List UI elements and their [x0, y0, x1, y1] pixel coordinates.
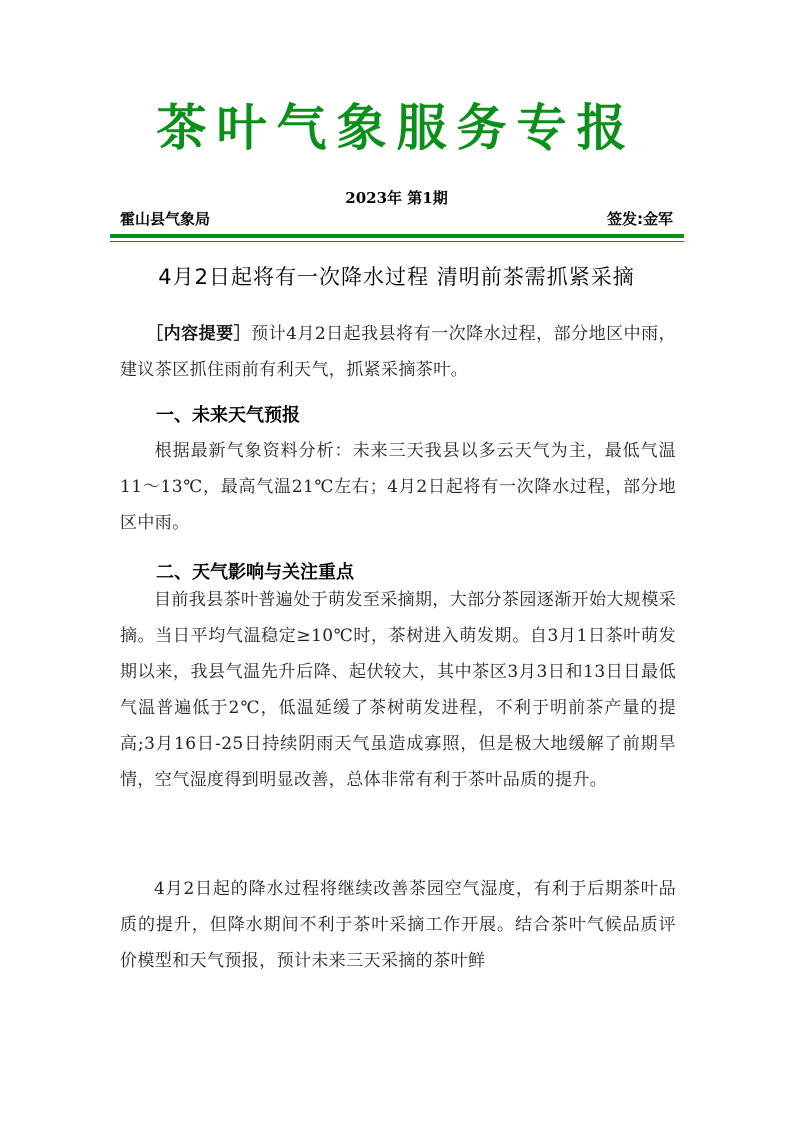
issuing-organization: 霍山县气象局 [120, 210, 211, 228]
impact-paragraph [120, 582, 676, 798]
forecast-paragraph [120, 433, 676, 541]
issue-number: 2023年 第1期 [345, 189, 448, 207]
impact-text-2: 4月2日起的降水过程将继续改善茶园空气湿度，有利于后期茶叶品质的提升，但降水期间不利于茶叶采摘工作开展。结合茶叶气候品质评价模型和天气预报，预计未来三天采摘的茶叶鲜 [120, 879, 676, 971]
section-title-forecast: 一、未来天气预报 [156, 405, 300, 426]
header-divider-thin [110, 241, 684, 242]
signer: 签发:金军 [607, 210, 673, 228]
impact-paragraph-2 [120, 871, 676, 979]
summary-label: ［内容提要］ [146, 324, 252, 344]
summary-paragraph [120, 316, 676, 388]
article-headline: 4月2日起将有一次降水过程 清明前茶需抓紧采摘 [158, 265, 635, 289]
masthead-title: 茶叶气象服务专报 [156, 99, 637, 157]
impact-text: 目前我县茶叶普遍处于萌发至采摘期，大部分茶园逐渐开始大规模采摘。当日平均气温稳定≥10℃时，茶树进入萌发期。自3月1日茶叶萌发期以来，我县气温先升后降、起伏较大，其中茶区3月3日和13日日最低气温普遍低于2℃，低温延缓了茶树萌发进程，不利于明前茶产量的提高;3月16日-25日持续阴雨天气虽造成寡照，但是极大地缓解了前期旱情，空气湿度得到明显改善，总体非常有利于茶叶品质的提升。 [120, 590, 676, 790]
header-divider-thick [110, 234, 684, 238]
summary-text: 预计4月2日起我县将有一次降水过程，部分地区中雨，建议茶区抓住雨前有利天气，抓紧采摘茶叶。 [120, 324, 676, 380]
forecast-text: 根据最新气象资料分析：未来三天我县以多云天气为主，最低气温11～13℃，最高气温21℃左右；4月2日起将有一次降水过程，部分地区中雨。 [120, 441, 676, 533]
section-title-impact: 二、天气影响与关注重点 [156, 562, 354, 583]
